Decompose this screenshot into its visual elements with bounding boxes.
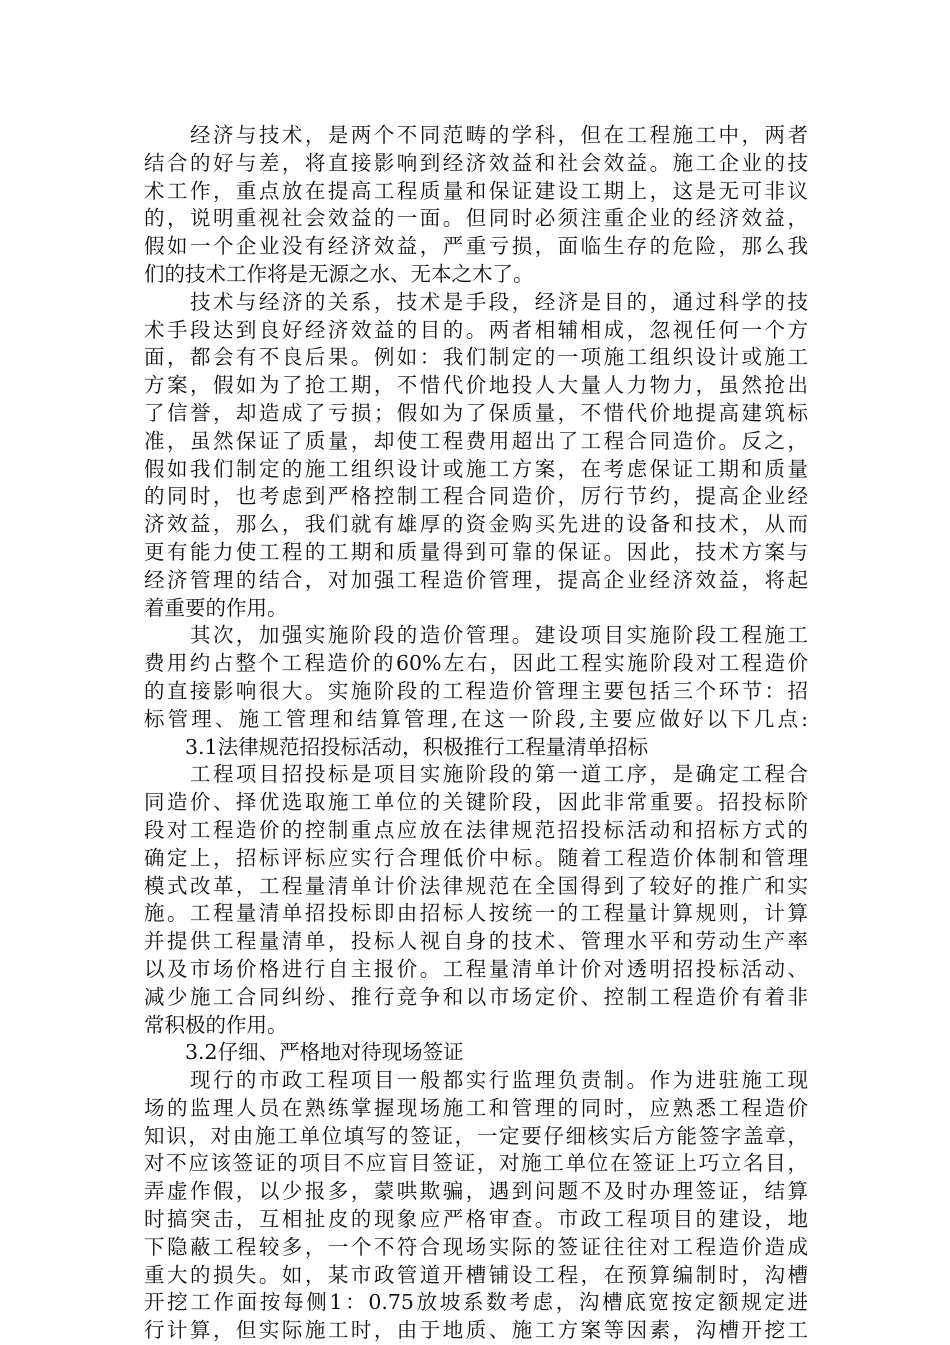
text-line: 的直接影响很大。实施阶段的工程造价管理主要包括三个环节：招 <box>144 678 808 703</box>
text-line: 同造价、择优选取施工单位的关键阶段，因此非常重要。招投标阶 <box>144 790 808 815</box>
text-line: 弄虚作假，以少报多，蒙哄欺骗，遇到问题不及时办理签证，结算 <box>144 1179 808 1204</box>
text-line: 以及市场价格进行自主报价。工程量清单计价对透明招投标活动、 <box>144 956 808 981</box>
text-line: 技术与经济的关系，技术是手段，经济是目的，通过科学的技 <box>144 289 808 314</box>
text-line: 知识，对由施工单位填写的签证，一定要仔细核实后方能签字盖章， <box>144 1123 808 1148</box>
text-line: 重大的损失。如，某市政管道开槽铺设工程，在预算编制时，沟槽 <box>144 1262 808 1287</box>
text-line: 术工作，重点放在提高工程质量和保证建设工期上，这是无可非议 <box>144 178 808 203</box>
text-line: 对不应该签证的项目不应盲目签证，对施工单位在签证上巧立名目， <box>144 1151 808 1176</box>
text-line: 的，说明重视社会效益的一面。但同时必须注重企业的经济效益， <box>144 206 808 231</box>
text-line: 下隐蔽工程较多，一个不符合现场实际的签证往往对工程造价造成 <box>144 1234 808 1259</box>
text-line: 经济管理的结合，对加强工程造价管理，提高企业经济效益，将起 <box>144 567 808 592</box>
text-line: 3.2仔细、严格地对待现场签证 <box>144 1040 464 1065</box>
text-line: 场的监理人员在熟练掌握现场施工和管理的同时，应熟悉工程造价 <box>144 1095 808 1120</box>
text-line: 并提供工程量清单，投标人视自身的技术、管理水平和劳动生产率 <box>144 929 808 954</box>
text-line: 着重要的作用。 <box>144 595 288 620</box>
text-line: 更有能力使工程的工期和质量得到可靠的保证。因此，技术方案与 <box>144 539 808 564</box>
text-line: 时搞突击，互相扯皮的现象应严格审查。市政工程项目的建设，地 <box>144 1207 808 1232</box>
document-body <box>144 122 808 1345</box>
text-line: 工程项目招投标是项目实施阶段的第一道工序，是确定工程合 <box>144 762 808 787</box>
text-line: 费用约占整个工程造价的60%左右，因此工程实施阶段对工程造价 <box>144 651 808 676</box>
text-line: 模式改革，工程量清单计价法律规范在全国得到了较好的推广和实 <box>144 873 808 898</box>
text-line: 开挖工作面按每侧1：0.75放坡系数考虑，沟槽底宽按定额规定进 <box>144 1290 808 1315</box>
text-line: 常积极的作用。 <box>144 1012 288 1037</box>
text-line: 术手段达到良好经济效益的目的。两者相辅相成，忽视任何一个方 <box>144 317 808 342</box>
text-line: 结合的好与差，将直接影响到经济效益和社会效益。施工企业的技 <box>144 150 808 175</box>
text-line: 假如我们制定的施工组织设计或施工方案，在考虑保证工期和质量 <box>144 456 808 481</box>
text-line: 假如一个企业没有经济效益，严重亏损，面临生存的危险，那么我 <box>144 234 808 259</box>
text-line: 经济与技术，是两个不同范畴的学科，但在工程施工中，两者 <box>144 123 808 147</box>
text-line: 方案，假如为了抢工期，不惜代价地投人大量人力物力，虽然抢出 <box>144 373 808 398</box>
text-line: 减少施工合同纠纷、推行竞争和以市场定价、控制工程造价有着非 <box>144 984 808 1009</box>
text-line: 现行的市政工程项目一般都实行监理负责制。作为进驻施工现 <box>144 1068 808 1093</box>
text-line: 了信誉，却造成了亏损；假如为了保质量，不惜代价地提高建筑标 <box>144 400 808 425</box>
text-line: 们的技术工作将是无源之水、无本之木了。 <box>144 261 534 286</box>
text-line: 面，都会有不良后果。例如：我们制定的一项施工组织设计或施工 <box>144 345 808 370</box>
text-line: 其次，加强实施阶段的造价管理。建设项目实施阶段工程施工 <box>144 623 808 648</box>
text-line: 准，虽然保证了质量，却使工程费用超出了工程合同造价。反之， <box>144 428 808 453</box>
text-line: 3.1法律规范招投标活动，积极推行工程量清单招标 <box>144 734 649 759</box>
text-line: 的同时，也考虑到严格控制工程合同造价，厉行节约，提高企业经 <box>144 484 808 509</box>
text-line: 行计算，但实际施工时，由于地质、施工方案等因素，沟槽开挖工 <box>144 1318 808 1343</box>
text-line: 济效益，那么，我们就有雄厚的资金购买先进的设备和技术，从而 <box>144 512 808 537</box>
text-line: 施。工程量清单招投标即由招标人按统一的工程量计算规则，计算 <box>144 901 808 926</box>
text-line: 确定上，招标评标应实行合理低价中标。随着工程造价体制和管理 <box>144 845 808 870</box>
text-line: 段对工程造价的控制重点应放在法律规范招投标活动和招标方式的 <box>144 817 808 842</box>
text-line: 标管理、施工管理和结算管理,在这一阶段,主要应做好以下几点: <box>144 706 808 731</box>
